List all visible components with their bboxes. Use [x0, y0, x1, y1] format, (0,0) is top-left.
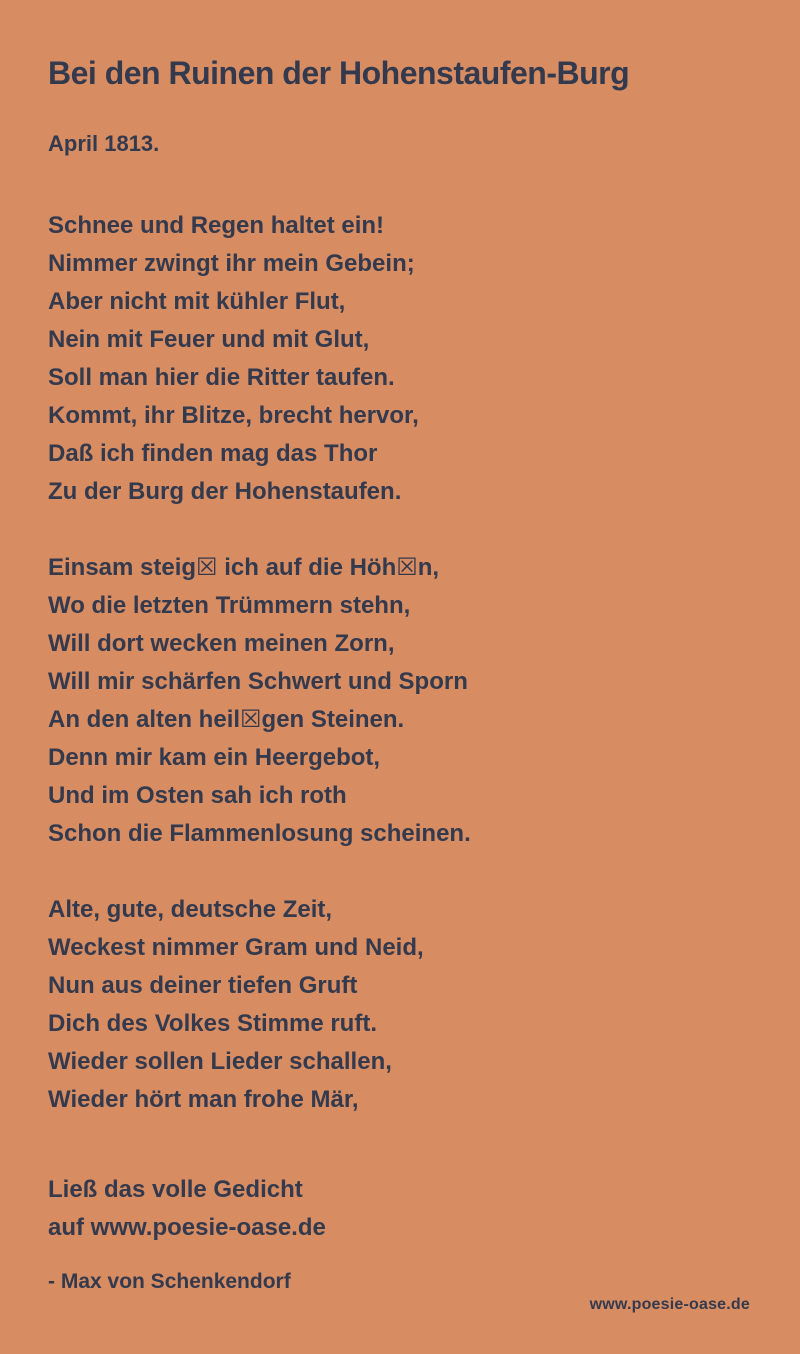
- site-url: www.poesie-oase.de: [589, 1296, 750, 1313]
- poem-line: Kommt, ihr Blitze, brecht hervor,: [48, 402, 419, 430]
- poem-stanza: [48, 891, 752, 1119]
- poem-line: Schon die Flammenlosung scheinen.: [48, 820, 471, 848]
- poem-line: Will mir schärfen Schwert und Sporn: [48, 668, 468, 696]
- poem-stanza: [48, 549, 752, 853]
- poem-line: Und im Osten sah ich roth: [48, 782, 347, 810]
- poem-line: Zu der Burg der Hohenstaufen.: [48, 478, 402, 506]
- poem-line: Nimmer zwingt ihr mein Gebein;: [48, 250, 415, 278]
- cta-line-2: auf www.poesie-oase.de: [48, 1214, 326, 1242]
- poem-line: Nein mit Feuer und mit Glut,: [48, 326, 370, 354]
- poem-line: Aber nicht mit kühler Flut,: [48, 288, 346, 316]
- poem-line: Schnee und Regen haltet ein!: [48, 212, 385, 240]
- cta-read-full-poem: [48, 1171, 752, 1247]
- poem-line: Einsam steig☒ ich auf die Höh☒n,: [48, 554, 440, 582]
- poem-line: Wieder sollen Lieder schallen,: [48, 1048, 392, 1076]
- author-attribution: - Max von Schenkendorf: [48, 1270, 291, 1294]
- poem-line: Alte, gute, deutsche Zeit,: [48, 896, 333, 924]
- poem-stanza: [48, 207, 752, 511]
- poem-line: Will dort wecken meinen Zorn,: [48, 630, 395, 658]
- poem-line: Denn mir kam ein Heergebot,: [48, 744, 381, 772]
- poem-line: Wieder hört man frohe Mär,: [48, 1086, 359, 1114]
- poem-line: An den alten heil☒gen Steinen.: [48, 706, 405, 734]
- poem-date: April 1813.: [48, 131, 160, 157]
- poem-line: Weckest nimmer Gram und Neid,: [48, 934, 424, 962]
- poem-line: Wo die letzten Trümmern stehn,: [48, 592, 411, 620]
- poem-line: Nun aus deiner tiefen Gruft: [48, 972, 358, 1000]
- poem-line: Dich des Volkes Stimme ruft.: [48, 1010, 377, 1038]
- page-title: Bei den Ruinen der Hohenstaufen-Burg: [48, 55, 630, 91]
- poem-line: Soll man hier die Ritter taufen.: [48, 364, 395, 392]
- cta-line-1: Ließ das volle Gedicht: [48, 1176, 303, 1204]
- poem-line: Daß ich finden mag das Thor: [48, 440, 378, 468]
